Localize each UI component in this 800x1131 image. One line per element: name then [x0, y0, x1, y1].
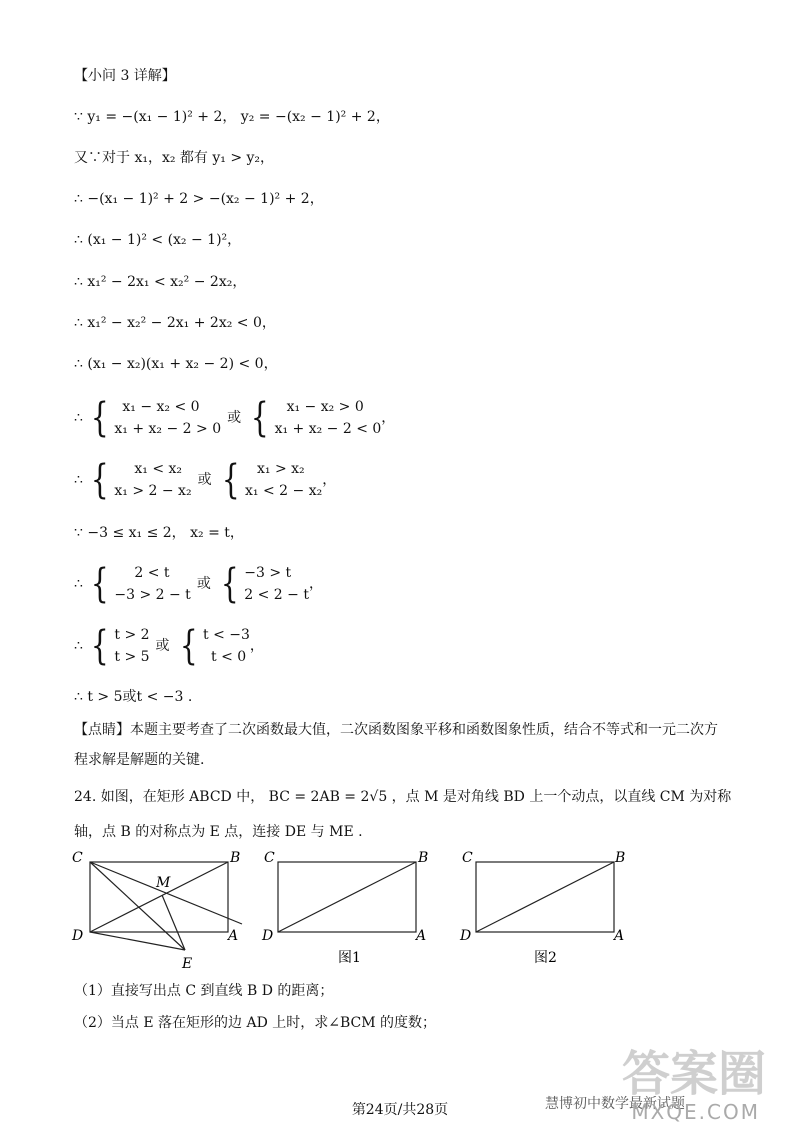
label-b-fig2: B — [615, 850, 626, 866]
diagonal-fig1 — [278, 862, 416, 932]
system-row: x₁ < x₂ — [134, 461, 183, 477]
step-line: ∴ (x₁ − x₂)(x₁ + x₂ − 2) < 0， — [74, 356, 278, 372]
system-row: t < 0 — [211, 649, 247, 665]
comment-line: 【点睛】本题主要考查了二次函数最大值，二次函数图象平移和函数图象性质，结合不等式和一元二次方 — [74, 722, 718, 738]
therefore-symbol: ∴ — [74, 638, 83, 654]
system-row: x₁ > x₂ — [257, 461, 305, 477]
figure-2 — [476, 862, 614, 932]
label-e-main: E — [182, 956, 193, 972]
comment-line: 程求解是解题的关键. — [74, 752, 205, 768]
segment-de — [90, 932, 185, 950]
diagonal-fig2 — [476, 862, 614, 932]
label-d-fig1: D — [262, 928, 274, 944]
page-footer: 第24页/共28页 — [351, 1102, 449, 1118]
heading: 【小问 3 详解】 — [74, 68, 176, 84]
label-a-main: A — [228, 928, 239, 944]
system-row: x₁ < 2 − x₂ — [245, 483, 323, 499]
comma: ， — [249, 638, 264, 654]
or-label: 或 — [196, 576, 211, 592]
label-c-fig1: C — [264, 850, 275, 866]
or-label: 或 — [155, 638, 170, 654]
segment-ce — [90, 862, 185, 950]
label-d-fig2: D — [460, 928, 472, 944]
sub-question-2: （2）当点 E 落在矩形的边 AD 上时，求∠BCM 的度数； — [74, 1015, 437, 1031]
inequality-system — [74, 624, 264, 668]
step-line: 又∵对于 x₁，x₂ 都有 y₁ > y₂， — [74, 150, 275, 166]
step-line: ∴ −(x₁ − 1)² + 2 > −(x₂ − 1)² + 2， — [74, 191, 324, 207]
system-row: −3 > t — [244, 565, 292, 581]
left-brace: { — [90, 623, 109, 669]
step-line: ∵ y₁ = −(x₁ − 1)² + 2， y₂ = −(x₂ − 1)² + 2， — [74, 109, 390, 125]
label-d-main: D — [72, 928, 84, 944]
left-brace: { — [221, 457, 240, 503]
inequality-system — [74, 458, 336, 502]
left-brace: { — [250, 395, 269, 441]
system-row: t < −3 — [203, 627, 250, 643]
system-row: x₁ + x₂ − 2 < 0 — [274, 421, 382, 437]
question-24-line: 24. 如图，在矩形 ABCD 中， BC = 2AB = 2√5 ，点 M 是对角线 BD 上一个动点，以直线 CM 为对称 — [74, 789, 732, 805]
left-brace: { — [90, 395, 109, 441]
segment-me — [162, 895, 185, 950]
label-b-main: B — [230, 850, 241, 866]
step-line: ∵ −3 ≤ x₁ ≤ 2， x₂ = t， — [74, 525, 244, 541]
therefore-symbol: ∴ — [74, 576, 83, 592]
inequality-system — [74, 396, 395, 440]
therefore-symbol: ∴ — [74, 472, 83, 488]
figure-1 — [278, 862, 416, 932]
system-row: t > 2 — [114, 627, 150, 643]
conclusion: ∴ t > 5或t < −3 . — [74, 689, 193, 705]
system-row: 2 < t — [134, 565, 170, 581]
watermark-source: 慧博初中数学最新试题 — [545, 1096, 685, 1112]
system-row: x₁ > 2 − x₂ — [114, 483, 192, 499]
system-row: x₁ + x₂ − 2 > 0 — [114, 421, 222, 437]
system-row: t > 5 — [114, 649, 150, 665]
left-brace: { — [90, 561, 109, 607]
comma: ， — [322, 472, 337, 488]
step-line: ∴ (x₁ − 1)² < (x₂ − 1)²， — [74, 232, 242, 248]
caption-fig2: 图2 — [534, 950, 557, 966]
comma: ， — [308, 576, 323, 592]
sub-question-1: （1）直接写出点 C 到直线 B D 的距离； — [74, 983, 334, 999]
left-brace: { — [179, 623, 198, 669]
comma: ， — [381, 410, 396, 426]
label-b-fig1: B — [418, 850, 429, 866]
system-row: 2 < 2 − t — [244, 587, 309, 603]
watermark-url: MXQE.COM — [631, 1100, 760, 1124]
system-row: x₁ − x₂ > 0 — [286, 399, 364, 415]
watermark-logo: 答案圈 — [621, 1046, 766, 1102]
caption-fig1: 图1 — [338, 950, 361, 966]
label-c-fig2: C — [462, 850, 473, 866]
left-brace: { — [90, 457, 109, 503]
step-line: ∴ x₁² − 2x₁ < x₂² − 2x₂， — [74, 274, 247, 290]
or-label: 或 — [227, 410, 242, 426]
system-row: x₁ − x₂ < 0 — [122, 399, 200, 415]
segment-ca — [90, 862, 242, 924]
question-24-line: 轴，点 B 的对称点为 E 点，连接 DE 与 ME . — [74, 824, 363, 840]
step-line: ∴ x₁² − x₂² − 2x₁ + 2x₂ < 0， — [74, 315, 276, 331]
label-a-fig2: A — [614, 928, 625, 944]
label-c-main: C — [72, 850, 83, 866]
geometry-figures — [0, 840, 800, 980]
segment-bd — [90, 862, 228, 932]
label-a-fig1: A — [416, 928, 427, 944]
inequality-system — [74, 562, 323, 606]
left-brace: { — [220, 561, 239, 607]
system-row: −3 > 2 − t — [114, 587, 191, 603]
therefore-symbol: ∴ — [74, 410, 83, 426]
or-label: 或 — [197, 472, 212, 488]
label-m-main: M — [156, 875, 171, 891]
